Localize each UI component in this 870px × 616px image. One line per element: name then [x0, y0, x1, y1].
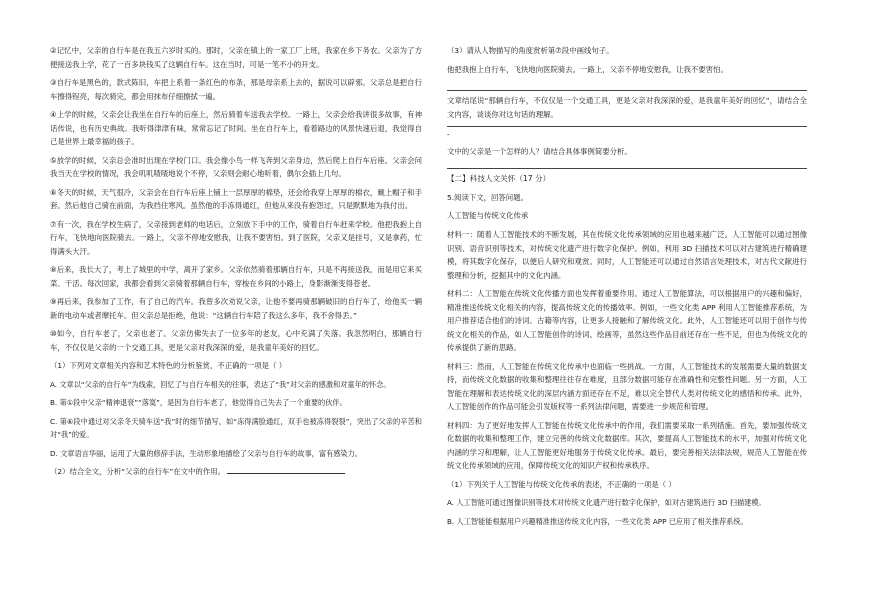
question-5: 文中的父亲是一个怎样的人？请结合具体事例简要分析。: [447, 147, 632, 156]
reading-instruction: 5.阅读下文，回答问题。: [447, 192, 528, 202]
paragraph-5: ⑤放学的时候，父亲总会准时出现在学校门口。我会像小鸟一样飞奔到父亲身边，然后爬上自行车后座。父亲会问我当天在学校的情况，我会叽叽喳喳地说个不停，父亲则会耐心地听着，偶尔会插上几句。: [50, 155, 422, 178]
paragraph-4: ④上学的时候，父亲会让我坐在自行车的后座上，然后骑着车送我去学校。一路上，父亲会给我讲很多故事，有神话传说，也有历史典故。我听得津津有味，常常忘记了时间。坐在自行车上，看着路边的风景快速后退，我觉得自己是世界上最幸福的孩子。: [50, 110, 422, 146]
question-1-option-d: D. 文章语言华丽，运用了大量的修辞手法，生动形象地描绘了父亲与自行车的故事，富有感染力。: [50, 448, 362, 458]
answer-line[interactable]: [447, 168, 807, 169]
answer-blank[interactable]: [227, 465, 345, 474]
paragraph-8: ⑧后来，我长大了，考上了城里的中学，离开了家乡。父亲依然骑着那辆自行车，只是不再接送我，而是用它来买菜、干活。每次回家，我都会看到父亲骑着那辆自行车，穿梭在乡间的小路上，身影渐渐变得苍老。: [50, 265, 422, 288]
material-3: 材料三：然而，人工智能在传统文化传承中也面临一些挑战。一方面，人工智能技术的发展需要大量的数据支持，而传统文化数据的收集和整理往往存在难度，且部分数据可能存在准确性和完整性问题。另一方面，人工智能在理解和表达传统文化的深层内涵方面还存在不足，难以完全替代人类对传统文化的感悟和传承。此外，人工智能创作的作品可能会引发版权等一系列法律问题，需要进一步规范和管理。: [447, 361, 807, 411]
material-4: 材料四：为了更好地发挥人工智能在传统文化传承中的作用，我们需要采取一系列措施。首先，要加强传统文化数据的收集和整理工作，建立完善的传统文化数据库。其次，要提高人工智能技术的水平，加强对传统文化内涵的学习和理解，让人工智能更好地服务于传统文化传承。最后，要完善相关法律法规，规范人工智能在传统文化传承领域的应用，保障传统文化的知识产权和传承秩序。: [447, 420, 807, 470]
question-2: [50, 465, 422, 479]
material-2: 材料二：人工智能在传统文化传播方面也发挥着重要作用。通过人工智能算法，可以根据用户的兴趣和偏好，精准推送传统文化相关的内容，提高传统文化的传播效率。例如，一些文化类 APP 利用人工智能推荐系统，为用户推荐适合他们的诗词、古籍等内容，让更多人接触和了解传统文化。此外，人工智能还可以用于创作与传统文化相关的作品，如人工智能创作的诗词、绘画等，虽然这些作品目前还存在一些不足，但也为传统文化的传承提供了新的思路。: [447, 289, 807, 352]
paragraph-9: ⑨再后来，我参加了工作，有了自己的汽车。我曾多次劝说父亲，让他不要再骑那辆破旧的自行车了，给他买一辆新的电动车或者摩托车。但父亲总是拒绝，他说：“这辆自行车陪了我这么多年，我不舍得丢。”: [50, 297, 422, 320]
left-column: [50, 44, 422, 479]
question-3-quote: 他把我抱上自行车，飞快地向医院骑去。一路上，父亲不停地安慰我，让我不要害怕。: [447, 64, 728, 74]
question-6-option-a: A. 人工智能可通过图像识别等技术对传统文化遗产进行数字化保护，如对古建筑进行 3D 扫描建模。: [447, 498, 766, 507]
question-1-option-c: C. 第⑥段中通过对父亲冬天骑车送“我”时的细节描写，如“冻得满脸通红，双手也被冻得裂裂”，突出了父亲的辛苦和对“我”的爱。: [50, 416, 422, 439]
question-1-option-b: B. 第①段中父亲“精神退衰”“落寞”，是因为自行车老了，他觉得自己失去了一个重要的伙伴。: [50, 398, 347, 407]
article-title: 人工智能与传统文化传承: [447, 211, 529, 220]
question-1-option-a: A. 文章以“父亲的自行车”为线索，回忆了与自行车相关的往事，表达了“我”对父亲的感激和对童年的怀念。: [50, 379, 391, 389]
question-2-text: （2）结合全文，分析“父亲的自行车”在文中的作用。: [50, 467, 225, 476]
dash-mark: -: [447, 130, 450, 139]
question-6: （1）下列关于人工智能与传统文化传承的表述，不正确的一项是（ ）: [447, 479, 676, 489]
question-6-option-b: B. 人工智能能根据用户兴趣精准推送传统文化内容，一些文化类 APP 已应用了相关推荐系统。: [447, 516, 748, 526]
question-1: （1）下列对文章相关内容和艺术特色的分析鉴赏，不正确的一项是（ ）: [50, 361, 287, 370]
question-3: （3）请从人物描写的角度赏析第⑦段中画线句子。: [447, 46, 614, 55]
section-heading: 【二】科技人文关怀（17 分）: [447, 173, 551, 183]
paragraph-10: ⑩如今，自行车老了，父亲也老了。父亲仿佛失去了一位多年的老友，心中充满了失落。我忽然明白，那辆自行车，不仅仅是父亲的一个交通工具，更是父亲对我深深的爱，是我童年美好的回忆。: [50, 329, 422, 352]
right-column: [447, 44, 807, 528]
answer-line[interactable]: [447, 90, 807, 91]
material-1: 材料一：随着人工智能技术的不断发展，其在传统文化传承领域的应用也越来越广泛。人工智能可以通过图像识别、语音识别等技术，对传统文化遗产进行数字化保护。例如，利用 3D 扫描技术可以对古建筑进行精确建模，将其数字化保存，以便后人研究和观赏。同时，人工智能还可以通过自然语言处理技术，对古代文献进行整理和分析，挖掘其中的文化内涵。: [447, 230, 807, 280]
paragraph-3: ③自行车是黑色的，款式陈旧，车把上系着一条红色的布条，那是母亲系上去的，据说可以辟邪。父亲总是把自行车擦得锃亮，每次骑完，都会用抹布仔细擦拭一遍。: [50, 78, 422, 101]
paragraph-2: ②记忆中，父亲的自行车是在我五六岁时买的。那时，父亲在镇上的一家工厂上班，我家在乡下务农。父亲为了方便接送我上学，花了一百多块钱买了这辆自行车。这在当时，可是一笔不小的开支。: [50, 46, 422, 69]
question-4: 文章结尾说“那辆自行车，不仅仅是一个交通工具，更是父亲对我深深的爱，是我童年美好的回忆”，请结合全文内容，谈谈你对这句话的理解。: [447, 96, 807, 119]
paragraph-7: ⑦有一次，我在学校生病了，父亲接到老师的电话后，立刻放下手中的工作，骑着自行车赶来学校。他把我抱上自行车，飞快地向医院骑去。一路上，父亲不停地安慰我，让我不要害怕。到了医院，父亲又是挂号，又是拿药，忙得满头大汗。: [50, 219, 422, 256]
answer-line[interactable]: [447, 126, 807, 127]
paragraph-6: ⑥冬天的时候，天气很冷，父亲会在自行车后座上铺上一层厚厚的棉垫，还会给我穿上厚厚的棉衣，戴上帽子和手套。然后他自己骑在前面，为我挡住寒风。虽然他的手冻得通红，但他从来没有抱怨过，只是默默地为我付出。: [50, 187, 422, 210]
